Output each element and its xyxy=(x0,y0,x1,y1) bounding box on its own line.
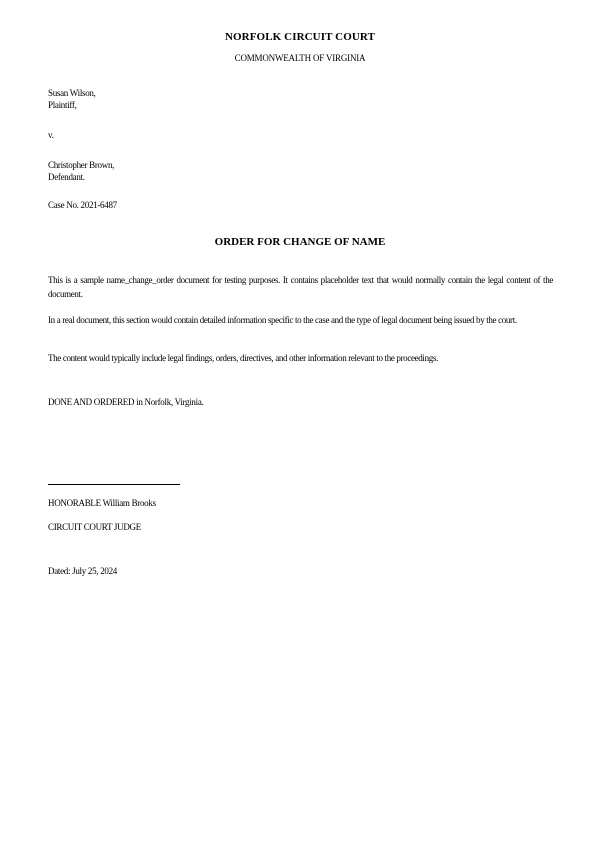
dated-line: Dated: July 25, 2024 xyxy=(48,566,117,576)
body-paragraph: In a real document, this section would contain detailed information specific to the case and the type of legal document being issued by the court. xyxy=(48,315,517,325)
plaintiff-role: Plaintiff, xyxy=(48,100,77,110)
defendant-block xyxy=(48,159,114,183)
body-paragraph: The content would typically include legal findings, orders, directives, and other information relevant to the proceedings. xyxy=(48,353,438,363)
case-number: Case No. 2021-6487 xyxy=(48,200,117,210)
order-title: ORDER FOR CHANGE OF NAME xyxy=(214,236,386,248)
defendant-name: Christopher Brown, xyxy=(48,160,115,170)
done-and-ordered: DONE AND ORDERED in Norfolk, Virginia. xyxy=(48,397,204,407)
jurisdiction: COMMONWEALTH OF VIRGINIA xyxy=(234,53,366,63)
plaintiff-block xyxy=(48,87,96,111)
plaintiff-name: Susan Wilson, xyxy=(48,88,96,98)
judge-title: CIRCUIT COURT JUDGE xyxy=(48,522,141,532)
body-paragraph: This is a sample name_change_order document for testing purposes. It contains placeholder text that would normally contain the legal content of the document. xyxy=(48,275,553,299)
defendant-role: Defendant. xyxy=(48,172,85,182)
judge-name: HONORABLE William Brooks xyxy=(48,498,156,508)
signature-line xyxy=(48,484,180,485)
versus-label: v. xyxy=(48,130,54,140)
court-name: NORFOLK CIRCUIT COURT xyxy=(224,31,376,43)
